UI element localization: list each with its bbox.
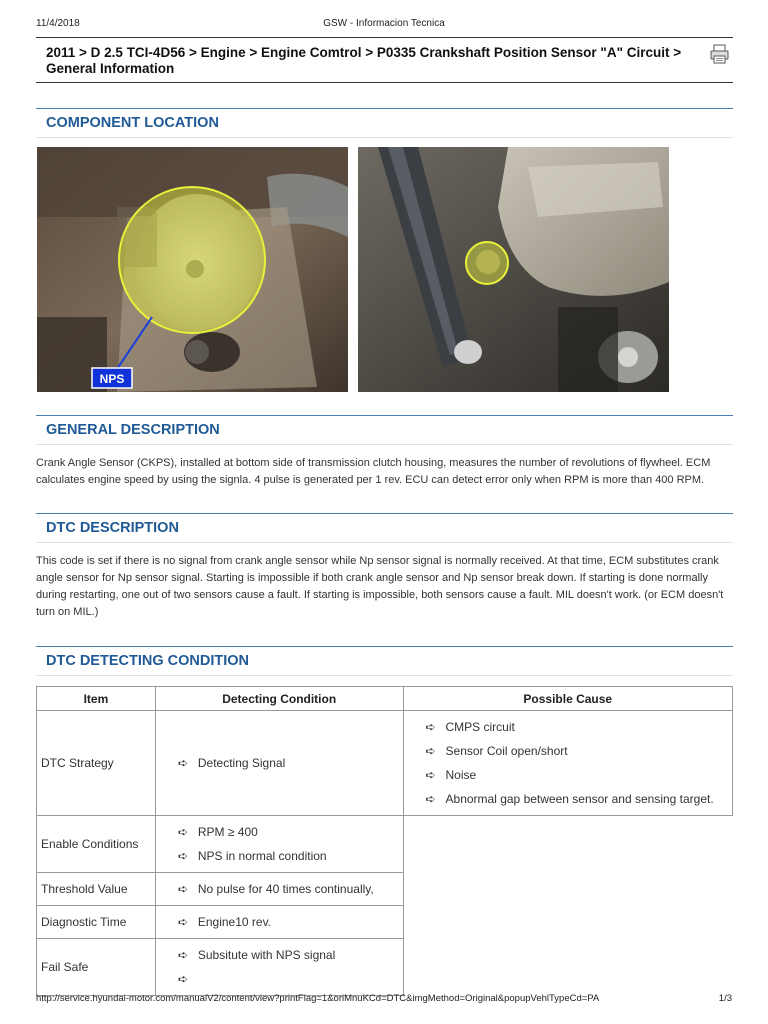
section-dtc-description [36,513,733,543]
cause-bullet: ➪ Noise [408,763,728,787]
cause-bullet: ➪ Abnormal gap between sensor and sensing target. [408,787,728,811]
table-cell-condition [155,873,403,906]
arrow-icon: ➪ [177,849,188,863]
table-cell-item: Threshold Value [37,873,156,906]
page-number: 1/3 [718,993,732,1004]
table-cell-item: Enable Conditions [37,816,156,873]
dtc-description-text: This code is set if there is no signal from crank angle sensor while Np sensor signal is normally received. At that time, ECM substitutes crank angle sensor for Np sensor signal. Starting is impossible if both crank angle sensor and Np sensor break down. If starting is done normally during restarting, one out of two sensors cause a fault. If starting is impossible, both sensors cause a fault. MIL doesn't work. (or ECM doesn't turn on MIL.) [36,555,724,618]
arrow-icon: ➪ [177,882,188,896]
arrow-icon: ➪ [425,768,436,782]
cause-bullet: ➪ Sensor Coil open/short [408,739,728,763]
arrow-icon: ➪ [425,792,436,806]
section-dtc-detecting-condition [36,646,733,676]
dtc-condition-table [36,686,733,996]
condition-bullet: ➪ No pulse for 40 times continually, [160,877,399,901]
print-icon[interactable] [709,44,731,64]
section-title: COMPONENT LOCATION [46,115,219,131]
component-photo-nps [37,147,348,392]
table-header-row [37,687,733,711]
arrow-icon: ➪ [425,744,436,758]
table-cell-item: DTC Strategy [37,711,156,816]
section-title: DTC DESCRIPTION [46,520,179,536]
condition-bullet [160,967,399,991]
arrow-icon: ➪ [177,825,188,839]
section-title: GENERAL DESCRIPTION [46,422,220,438]
condition-bullet: ➪ Subsitute with NPS signal [160,943,399,967]
table-cell-cause [403,711,732,816]
arrow-icon: ➪ [177,756,188,770]
section-title: DTC DETECTING CONDITION [46,653,249,669]
component-photo-ckps [358,147,669,392]
arrow-icon: ➪ [177,915,188,929]
table-cell-condition [155,906,403,939]
print-url: http://service.hyundai-motor.com/manualV2/content/view?printFlag=1&oriMnuKCd=DTC&imgMethod=Original&popupVehlTypeCd=PA [36,993,600,1004]
arrow-icon: ➪ [177,948,188,962]
cause-bullet: ➪ CMPS circuit [408,715,728,739]
condition-bullet: ➪ RPM ≥ 400 [160,820,399,844]
condition-bullet: ➪ Engine10 rev. [160,910,399,934]
arrow-icon: ➪ [425,720,436,734]
section-component-location [36,108,733,138]
table-header-item: Item [37,687,156,711]
table-header-cause: Possible Cause [403,687,732,711]
breadcrumb-bar [36,37,733,83]
print-header [36,18,732,32]
breadcrumb: 2011 > D 2.5 TCI-4D56 > Engine > Engine Comtrol > P0335 Crankshaft Position Sensor "A" Circuit > General Information [46,45,682,76]
condition-bullet: ➪ NPS in normal condition [160,844,399,868]
print-title: GSW - Informacion Tecnica [323,18,445,29]
table-cell-item: Fail Safe [37,939,156,996]
section-general-description [36,415,733,445]
nps-label: NPS [99,372,125,386]
table-row [37,711,733,816]
table-cell-empty [403,816,732,996]
table-cell-condition [155,939,403,996]
arrow-icon: ➪ [177,972,188,986]
table-cell-condition [155,816,403,873]
general-description-text: Crank Angle Sensor (CKPS), installed at bottom side of transmission clutch housing, measures the number of revolutions of flywheel. ECM calculates engine speed by using the signla. 4 pulse is generated per 1 rev. ECU can detect error only when RPM is more than 400 RPM. [36,457,711,486]
print-date: 11/4/2018 [36,18,80,29]
table-header-condition: Detecting Condition [155,687,403,711]
condition-bullet: ➪ Detecting Signal [160,751,399,775]
table-row [37,816,733,873]
table-cell-condition [155,711,403,816]
table-cell-item: Diagnostic Time [37,906,156,939]
